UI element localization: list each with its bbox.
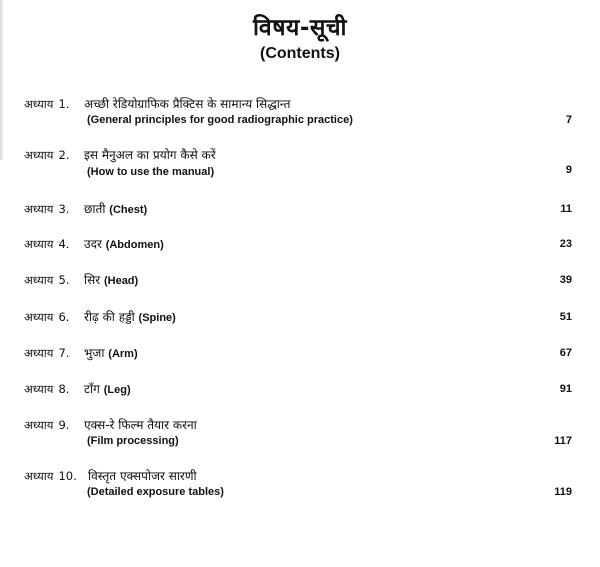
chapter-label: अध्याय 4. [24,237,70,251]
page-number: 51 [559,311,572,323]
chapter-title: रीढ़ की हड्डी (Spine) [84,310,176,324]
page-number: 119 [554,486,572,498]
page-number: 67 [559,347,572,359]
chapter-label: अध्याय 1. [24,97,70,111]
page-title-english: (Contents) [260,45,340,62]
page-number: 91 [559,383,572,395]
chapter-title: उदर (Abdomen) [84,237,164,251]
chapter-label: अध्याय 5. [24,273,70,287]
chapter-title: भुजा (Arm) [84,346,138,360]
page-title-hindi: विषय-सूची [252,15,348,41]
page-number: 39 [559,274,572,286]
page-number: 117 [554,435,572,447]
chapter-label: अध्याय 3. [24,202,70,216]
chapter-title: छाती (Chest) [84,202,148,216]
chapter-label: अध्याय 6. [24,310,70,324]
page-number: 23 [559,238,572,250]
chapter-label: अध्याय 8. [24,382,70,396]
chapter-label: अध्याय 9. [24,418,70,432]
page-number: 7 [565,114,572,126]
chapter-label: अध्याय 10. [24,469,77,483]
chapter-title-english: (How to use the manual) [87,166,215,178]
chapter-label: अध्याय 2. [24,148,70,162]
chapter-title-hindi: अच्छी रेडियोग्राफिक प्रैक्टिस के सामान्य सिद्धान्त [84,97,291,111]
page-number: 11 [560,203,572,215]
chapter-title-hindi: एक्स-रे फिल्म तैयार करना [84,418,197,432]
page-number: 9 [565,164,572,176]
chapter-title: सिर (Head) [84,273,139,287]
chapter-label: अध्याय 7. [24,346,70,360]
chapter-title-english: (Detailed exposure tables) [87,486,224,498]
chapter-title-hindi: विस्तृत एक्सपोजर सारणी [88,469,197,483]
chapter-title-hindi: इस मैनुअल का प्रयोग कैसे करें [84,148,216,162]
chapter-title: टाँग (Leg) [84,382,131,396]
chapter-title-english: (Film processing) [87,435,179,447]
chapter-title-english: (General principles for good radiographic practice) [87,114,353,126]
